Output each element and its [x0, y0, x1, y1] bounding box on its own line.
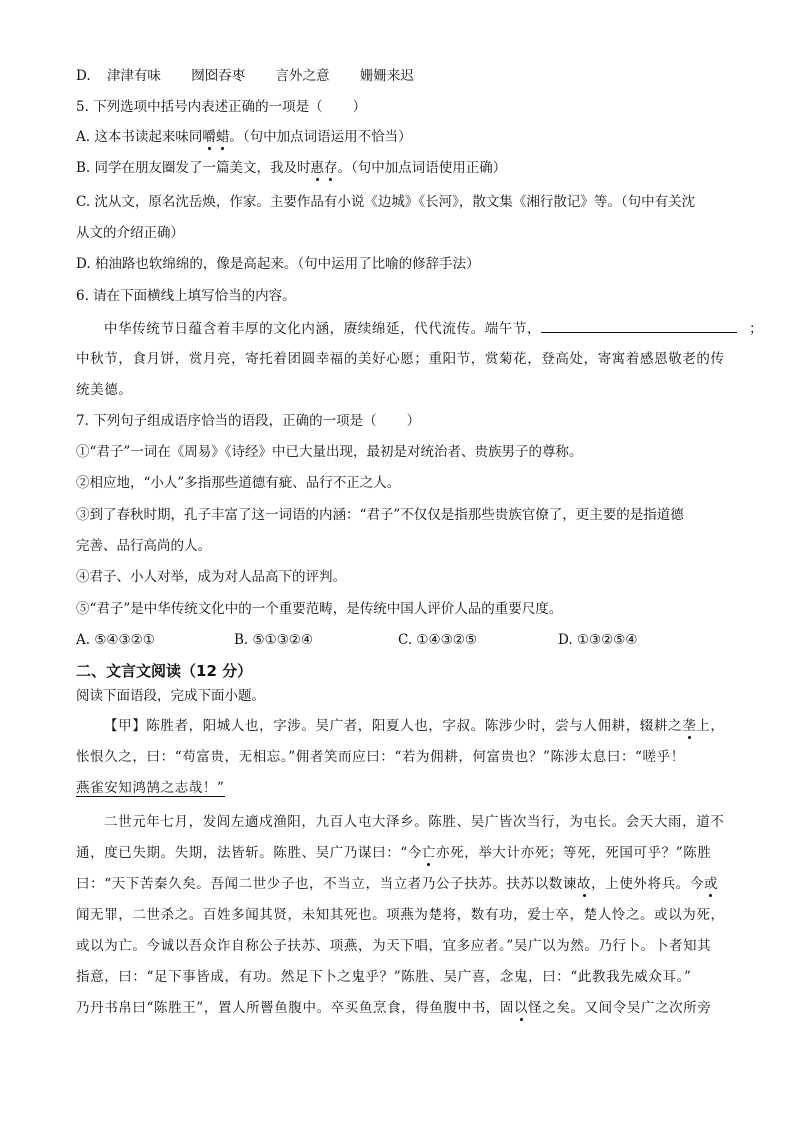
q7-option-d: D. ①③②⑤④ — [558, 632, 638, 648]
q7-option-b: B. ⑤①③②④ — [234, 632, 314, 648]
q6-semicolon: ； — [749, 321, 764, 337]
dotted-char: 或 — [703, 876, 719, 892]
passage-p2-line7 — [76, 998, 711, 1018]
dotted-char: 亡 — [421, 845, 437, 861]
q7-stem-close: ） — [406, 413, 421, 429]
q7-option-c: C. ①④③②⑤ — [398, 632, 477, 648]
passage-text: 乃丹书帛曰“陈胜王”，置人所罾鱼腹中。卒买鱼烹食，得鱼腹中书，固 — [76, 1000, 515, 1016]
q5-option-b-text: B. 同学在朋友圈发了一篇美文，我及时 — [76, 160, 311, 176]
q5-stem-text: 5. 下列选项中括号内表述正确的一项是（ — [76, 99, 323, 115]
q5-option-b-note: 。（句中加点词语使用正确） — [337, 160, 507, 176]
q4-option-d — [76, 66, 414, 86]
q7-stem — [76, 411, 420, 431]
passage-p2-line6: 指意，曰：“足下事皆成，有功。然足下卜之鬼乎？”陈胜、吴广喜，念鬼，曰：“此教我先威众耳。” — [76, 969, 692, 985]
passage-text: 上， — [696, 718, 725, 734]
q5-stem — [76, 97, 366, 117]
passage-text: ，上使外将兵。今 — [591, 876, 704, 892]
q6-paragraph-line2: 中秋节，食月饼，赏月亮，寄托着团圆幸福的美好心愿；重阳节，赏菊花，登高处，寄寓着感恩敬老的传 — [76, 351, 725, 367]
q6-paragraph-line1 — [104, 318, 763, 339]
dotted-char: 垄 — [682, 718, 697, 734]
q5-option-a-note: 。（句中加点词语运用不恰当） — [229, 129, 412, 145]
q5-option-d: D. 柏油路也软绵绵的，像是高起来。（句中运用了比喻的修辞手法） — [76, 256, 480, 272]
q5-option-c-line1: C. 沈从文，原名沈岳焕，作家。主要作品有小说《边城》《长河》，散文集《湘行散记》等。（句中有关沈 — [76, 194, 696, 210]
q5-option-a-text: A. 这本书读起来味同 — [76, 129, 203, 145]
passage-text: 通，度已失期。失期，法皆斩。陈胜、吴广乃谋曰：“今 — [76, 845, 422, 861]
q5-option-b — [76, 158, 506, 178]
q6-text: 中华传统节日蕴含着丰厚的文化内涵，赓续绵延，代代流传。端午节， — [104, 321, 542, 337]
q5-option-c-line2: 从文的介绍正确） — [76, 225, 184, 241]
q7-option-a: A. ⑤④③②① — [76, 632, 155, 648]
dotted-char: 嚼 — [202, 129, 216, 145]
passage-p1-line1 — [104, 716, 724, 736]
passage-text: 怪之矣。又间令吴广之次所旁 — [528, 1000, 712, 1016]
dotted-char: 存 — [324, 160, 338, 176]
q4-option-d-word: 津津有味 — [106, 68, 161, 84]
passage-p2-line4: 闻无罪，二世杀之。百姓多闻其贤，未知其死也。项燕为楚将，数有功，爱士卒，楚人怜之。或以为死， — [76, 907, 725, 923]
dotted-char: 以 — [514, 1000, 529, 1016]
q7-sentence-2: ②相应地，“小人”多指那些道德有疵、品行不正之人。 — [76, 475, 401, 491]
section-heading: 二、文言文阅读（12 分） — [76, 662, 253, 680]
q7-stem-text: 7. 下列句子组成语序恰当的语段，正确的一项是（ — [76, 413, 377, 429]
dotted-char: 惠 — [310, 160, 325, 176]
passage-p1-line3 — [76, 778, 225, 798]
fill-in-blank[interactable] — [541, 318, 737, 333]
q7-sentence-3-line1: ③到了春秋时期，孔子丰富了这一词语的内涵：“君子”不仅仅是指那些贵族官僚了，更主要的是指道德 — [76, 507, 684, 523]
passage-text: 【甲】陈胜者，阳城人也，字涉。吴广者，阳夏人也，字叔。陈涉少时，尝与人佣耕，辍耕之 — [104, 718, 683, 734]
passage-p2-line3 — [76, 874, 718, 894]
q7-sentence-5: ⑤“君子”是中华传统文化中的一个重要范畴，是传统中国人评价人品的重要尺度。 — [76, 601, 563, 617]
q4-option-d-word: 姗姗来迟 — [359, 68, 414, 84]
q7-sentence-3-line2: 完善、品行高尚的人。 — [76, 538, 211, 554]
passage-p2-line1: 二世元年七月，发闾左適戍渔阳，九百人屯大泽乡。陈胜、吴广皆次当行，为屯长。会天大雨，道不 — [104, 814, 725, 830]
q4-option-d-word: 囫囵吞枣 — [191, 68, 246, 84]
q5-option-a — [76, 127, 412, 147]
q5-stem-close: ） — [352, 99, 367, 115]
q7-sentence-4: ④君子、小人对举，成为对人品高下的评判。 — [76, 569, 346, 585]
q6-stem: 6. 请在下面横线上填写恰当的内容。 — [76, 288, 296, 304]
dotted-char: 故 — [577, 876, 592, 892]
underlined-sentence: 燕雀安知鸿鹄之志哉！” — [76, 780, 225, 796]
passage-p1-line2: 怅恨久之，曰：“苟富贵，无相忘。”佣者笑而应曰：“若为佣耕，何富贵也？”陈涉太息曰：“嗟乎！ — [76, 749, 685, 765]
passage-text: 亦死，举大计亦死；等死，死国可乎？”陈胜 — [436, 845, 712, 861]
passage-p2-line5: 或以为亡。今诚以吾众诈自称公子扶苏、项燕，为天下唱，宜多应者。”吴广以为然。乃行卜。卜者知其 — [76, 938, 712, 954]
section-instruction: 阅读下面语段，完成下面小题。 — [76, 688, 265, 704]
passage-text: 曰：“天下苦秦久矣。吾闻二世少子也，不当立，当立者乃公子扶苏。扶苏以数谏 — [76, 876, 578, 892]
q6-paragraph-line3: 统美德。 — [76, 382, 133, 398]
dotted-char: 蜡 — [215, 129, 230, 145]
q4-option-d-label: D. — [76, 68, 91, 84]
q7-sentence-1: ①“君子”一词在《周易》《诗经》中已大量出现，最初是对统治者、贵族男子的尊称。 — [76, 444, 583, 460]
passage-p2-line2 — [76, 843, 711, 863]
q4-option-d-word: 言外之意 — [275, 68, 330, 84]
